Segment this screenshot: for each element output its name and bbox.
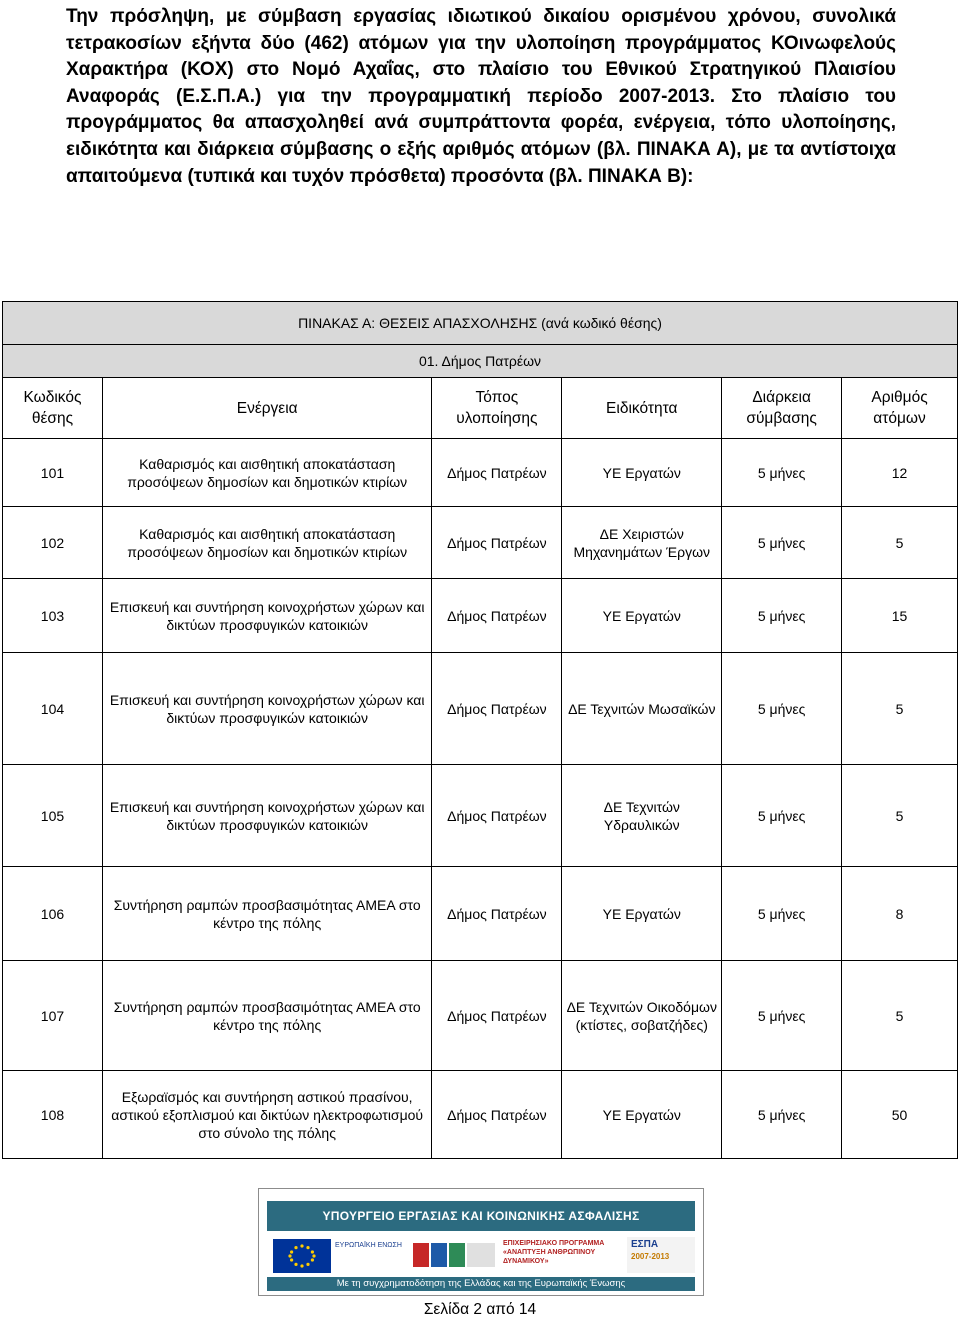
table-row — [3, 765, 958, 867]
row-duration: 5 μήνες — [722, 439, 842, 507]
table-header-row — [3, 378, 958, 439]
row-duration: 5 μήνες — [722, 961, 842, 1071]
table-row — [3, 867, 958, 961]
row-code: 102 — [3, 507, 103, 579]
table-row — [3, 579, 958, 653]
row-specialty: ΔΕ Τεχνιτών Μωσαϊκών — [562, 653, 722, 765]
esf-logo-icon — [411, 1237, 499, 1273]
positions-table — [2, 301, 958, 1159]
table-row — [3, 653, 958, 765]
header-code: Κωδικός θέσης — [3, 378, 103, 439]
row-action: Καθαρισμός και αισθητική αποκατάσταση προσόψεων δημοσίων και δημοτικών κτιρίων — [102, 439, 432, 507]
row-location: Δήμος Πατρέων — [432, 961, 562, 1071]
row-action: Επισκευή και συντήρηση κοινοχρήστων χώρων και δικτύων προσφυγικών κατοικιών — [102, 765, 432, 867]
row-count: 5 — [842, 653, 958, 765]
row-action: Επισκευή και συντήρηση κοινοχρήστων χώρων και δικτύων προσφυγικών κατοικιών — [102, 579, 432, 653]
row-duration: 5 μήνες — [722, 765, 842, 867]
row-code: 108 — [3, 1071, 103, 1159]
row-location: Δήμος Πατρέων — [432, 439, 562, 507]
row-location: Δήμος Πατρέων — [432, 579, 562, 653]
row-specialty: ΥΕ Εργατών — [562, 1071, 722, 1159]
cofunding-logo-banner — [258, 1188, 704, 1296]
programme-label: ΕΠΙΧΕΙΡΗΣΙΑΚΟ ΠΡΟΓΡΑΜΜΑ «ΑΝΑΠΤΥΞΗ ΑΝΘΡΩΠΙΝΟΥ ΔΥΝΑΜΙΚΟΥ» — [503, 1240, 605, 1265]
eu-flag-icon — [273, 1239, 331, 1273]
row-count: 5 — [842, 961, 958, 1071]
row-code: 104 — [3, 653, 103, 765]
row-duration: 5 μήνες — [722, 867, 842, 961]
row-specialty: ΔΕ Τεχνιτών Οικοδόμων (κτίστες, σοβατζήδες) — [562, 961, 722, 1071]
row-location: Δήμος Πατρέων — [432, 653, 562, 765]
row-action: Συντήρηση ραμπών προσβασιμότητας ΑΜΕΑ στο κέντρο της πόλης — [102, 961, 432, 1071]
table-row — [3, 439, 958, 507]
page-number: Σελίδα 2 από 14 — [423, 1301, 537, 1318]
espa-title: ΕΣΠΑ — [631, 1239, 659, 1250]
row-count: 8 — [842, 867, 958, 961]
row-duration: 5 μήνες — [722, 579, 842, 653]
row-duration: 5 μήνες — [722, 1071, 842, 1159]
row-code: 105 — [3, 765, 103, 867]
eu-label: ΕΥΡΩΠΑΪΚΗ ΕΝΩΣΗ — [335, 1242, 402, 1249]
espa-years: 2007-2013 — [631, 1252, 670, 1261]
espa-logo — [627, 1237, 695, 1273]
table-row — [3, 961, 958, 1071]
row-action: Επισκευή και συντήρηση κοινοχρήστων χώρων και δικτύων προσφυγικών κατοικιών — [102, 653, 432, 765]
row-count: 12 — [842, 439, 958, 507]
row-duration: 5 μήνες — [722, 653, 842, 765]
header-count: Αριθμός ατόμων — [842, 378, 958, 439]
cofunding-slogan: Με τη συγχρηματοδότηση της Ελλάδας και της Ευρωπαϊκής Ένωσης — [267, 1277, 695, 1291]
row-location: Δήμος Πατρέων — [432, 765, 562, 867]
header-duration: Διάρκεια σύμβασης — [722, 378, 842, 439]
header-location: Τόπος υλοποίησης — [432, 378, 562, 439]
header-specialty: Ειδικότητα — [562, 378, 722, 439]
table-row — [3, 1071, 958, 1159]
row-specialty: ΥΕ Εργατών — [562, 579, 722, 653]
row-code: 107 — [3, 961, 103, 1071]
header-action: Ενέργεια — [102, 378, 432, 439]
row-location: Δήμος Πατρέων — [432, 867, 562, 961]
row-specialty: ΔΕ Χειριστών Μηχανημάτων Έργων — [562, 507, 722, 579]
row-location: Δήμος Πατρέων — [432, 507, 562, 579]
row-action: Εξωραϊσμός και συντήρηση αστικού πρασίνου, αστικού εξοπλισμού και δικτύων ηλεκτροφωτισμού στο σύνολο της πόλης — [102, 1071, 432, 1159]
ministry-band: ΥΠΟΥΡΓΕΙΟ ΕΡΓΑΣΙΑΣ ΚΑΙ ΚΟΙΝΩΝΙΚΗΣ ΑΣΦΑΛΙΣΗΣ — [267, 1201, 695, 1231]
row-action: Καθαρισμός και αισθητική αποκατάσταση προσόψεων δημοσίων και δημοτικών κτιρίων — [102, 507, 432, 579]
row-code: 103 — [3, 579, 103, 653]
row-code: 101 — [3, 439, 103, 507]
row-code: 106 — [3, 867, 103, 961]
row-specialty: ΔΕ Τεχνιτών Υδραυλικών — [562, 765, 722, 867]
row-location: Δήμος Πατρέων — [432, 1071, 562, 1159]
row-action: Συντήρηση ραμπών προσβασιμότητας ΑΜΕΑ στο κέντρο της πόλης — [102, 867, 432, 961]
municipality-heading: 01. Δήμος Πατρέων — [3, 345, 958, 378]
table-row — [3, 507, 958, 579]
row-duration: 5 μήνες — [722, 507, 842, 579]
table-title: ΠΙΝΑΚΑΣ Α: ΘΕΣΕΙΣ ΑΠΑΣΧΟΛΗΣΗΣ (ανά κωδικό θέσης) — [3, 302, 958, 345]
row-count: 5 — [842, 765, 958, 867]
row-count: 50 — [842, 1071, 958, 1159]
row-count: 15 — [842, 579, 958, 653]
row-specialty: ΥΕ Εργατών — [562, 439, 722, 507]
row-count: 5 — [842, 507, 958, 579]
row-specialty: ΥΕ Εργατών — [562, 867, 722, 961]
intro-paragraph: Την πρόσληψη, με σύμβαση εργασίας ιδιωτικού δικαίου ορισμένου χρόνου, συνολικά τετρακοσίων εξήντα δύο (462) ατόμων για την υλοποίηση προγράμματος ΚΟινωφελούς Χαρακτήρα (ΚΟΧ) στο Νομό Αχαΐας, στο πλαίσιο του Εθνικού Στρατηγικού Πλαισίου Αναφοράς (Ε.Σ.Π.Α.) για την προγραμματική περίοδο 2007-2013. Στο πλαίσιο του προγράμματος θα απασχοληθεί ανά συμπράττοντα φορέα, ενέργεια, τόπο υλοποίησης, ειδικότητα και διάρκεια σύμβασης ο εξής αριθμός ατόμων (βλ. ΠΙΝΑΚΑ Α), με τα αντίστοιχα απαιτούμενα (τυπικά και τυχόν πρόσθετα) προσόντα (βλ. ΠΙΝΑΚΑ Β): — [66, 6, 896, 187]
